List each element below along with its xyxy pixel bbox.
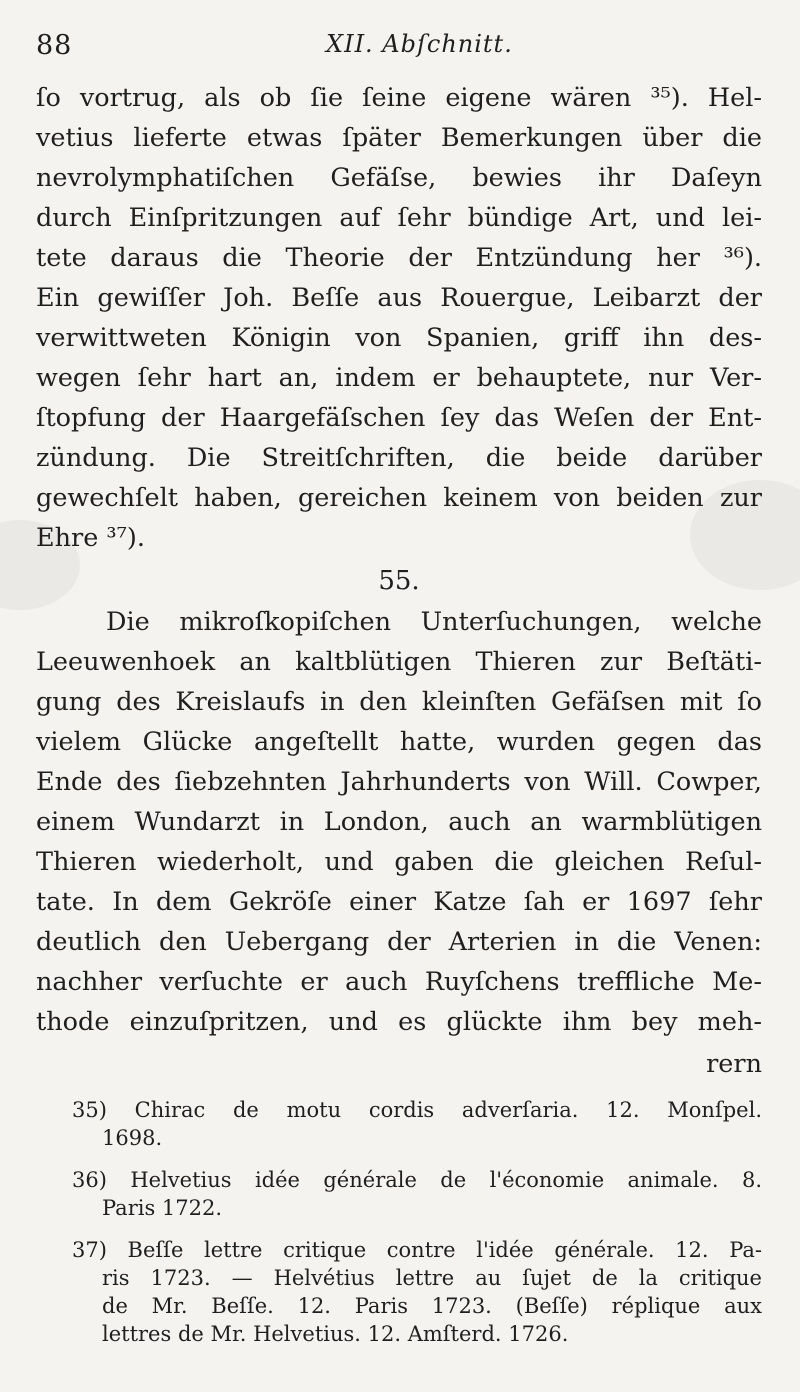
footnote-line: 1698. <box>102 1126 163 1150</box>
text-line: gung des Kreislaufs in den kleinſten Gefäſsen mit ſo <box>36 687 762 717</box>
text-line: Thieren wiederholt, und gaben die gleichen Reſul- <box>36 847 762 877</box>
text-line: vielem Glücke angeſtellt hatte, wurden gegen das <box>36 727 762 757</box>
footnote-line: Paris 1722. <box>102 1196 223 1220</box>
running-head: XII. Abſchnitt. <box>326 30 513 58</box>
page-header <box>36 22 756 70</box>
text-line: gewechſelt haben, gereichen keinem von beiden zur <box>36 483 762 513</box>
text-line: einem Wundarzt in London, auch an warmblütigen <box>36 807 762 837</box>
text-line: zündung. Die Streitſchriften, die beide darüber <box>36 443 762 473</box>
text-line: ſo vortrug, als ob ſie ſeine eigene wären ³⁵). Hel- <box>36 83 762 113</box>
text-line: vetius lieferte etwas ſpäter Bemerkungen über die <box>36 123 762 153</box>
section-number: 55. <box>378 566 420 596</box>
page-number: 88 <box>36 30 73 61</box>
footnote-line: 37) Beſſe lettre critique contre l'idée générale. 12. Pa- <box>72 1238 762 1262</box>
text-line: Ehre ³⁷). <box>36 523 145 553</box>
footnote-line: 35) Chirac de motu cordis adverſaria. 12. Monſpel. <box>72 1098 762 1122</box>
text-line: deutlich den Uebergang der Arterien in die Venen: <box>36 927 762 957</box>
catchword: rern <box>706 1049 762 1079</box>
text-line: Die mikroſkopiſchen Unterſuchungen, welche <box>106 607 762 637</box>
footnote-line: lettres de Mr. Helvetius. 12. Amſterd. 1726. <box>102 1322 569 1346</box>
text-line: tete daraus die Theorie der Entzündung her ³⁶). <box>36 243 762 273</box>
text-line: wegen ſehr hart an, indem er behauptete, nur Ver- <box>36 363 762 393</box>
text-line: tate. In dem Gekröſe einer Katze ſah er 1697 ſehr <box>36 887 762 917</box>
footnote-line: 36) Helvetius idée générale de l'économie animale. 8. <box>72 1168 762 1192</box>
text-line: durch Einſpritzungen auf ſehr bündige Art, und lei- <box>36 203 762 233</box>
footnote-line: ris 1723. — Helvétius lettre au ſujet de la critique <box>102 1266 762 1290</box>
text-line: Ein gewiſſer Joh. Beſſe aus Rouergue, Leibarzt der <box>36 283 762 313</box>
text-line: thode einzuſpritzen, und es glückte ihm bey meh- <box>36 1007 762 1037</box>
text-line: ſtopfung der Haargefäſschen ſey das Weſen der Ent- <box>36 403 762 433</box>
text-line: Ende des ſiebzehnten Jahrhunderts von Will. Cowper, <box>36 767 762 797</box>
text-line: nachher verſuchte er auch Ruyſchens treffliche Me- <box>36 967 762 997</box>
text-line: nevrolymphatiſchen Gefäſse, bewies ihr Daſeyn <box>36 163 762 193</box>
text-line: Leeuwenhoek an kaltblütigen Thieren zur Beſtäti- <box>36 647 762 677</box>
footnote-line: de Mr. Beſſe. 12. Paris 1723. (Beſſe) réplique aux <box>102 1294 762 1318</box>
text-line: verwittweten Königin von Spanien, griff ihn des- <box>36 323 762 353</box>
